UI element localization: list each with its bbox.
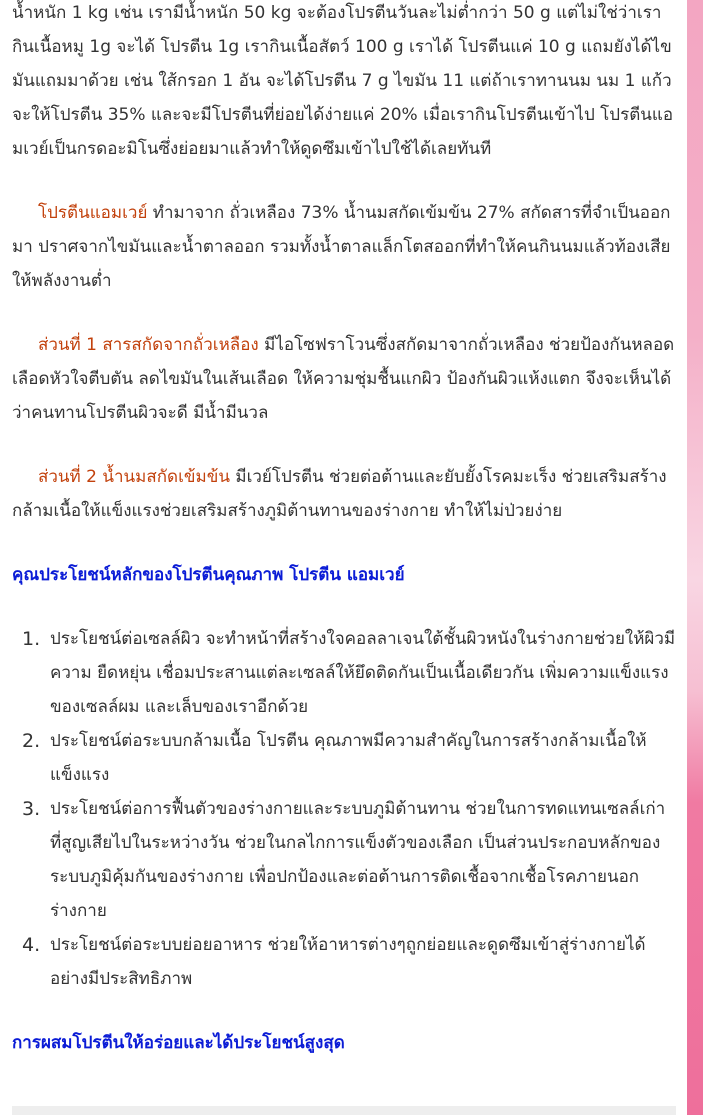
intro-paragraph: น้ำหนัก 1 kg เช่น เรามีน้ำหนัก 50 kg จะต้องโปรตีนวันละไม่ต่ำกว่า 50 g แต่ไม่ใช่ว่าเรากินเนื้อหมู 1g จะได้ โปรตีน 1g เรากินเนื้อสัตว์ 100 g เราได้ โปรตีนแค่ 10 g แถมยังได้ไขมันแถมมาด้วย เช่น ใส้กรอก 1 อัน จะได้โปรตีน 7 g ไขมัน 11 แต่ถ้าเราทานนม นม 1 แก้วจะให้โปรตีน 35% และจะมีโปรตีนที่ย่อยได้ง่ายแค่ 20% เมื่อเรากินโปรตีนเข้าไป โปรตีนแอมเวย์เป็นกรดอะมิโนซึ่งย่อยมาแล้วทำให้ดูดซึมเข้าไปใช้ได้เลยทันที: [12, 3, 674, 159]
part2-keyword: ส่วนที่ 2 น้ำนมสกัดเข้มข้น: [38, 467, 230, 487]
part1-keyword: ส่วนที่ 1 สารสกัดจากถั่วเหลือง: [38, 335, 259, 355]
part1-text: มีไอโซฟราโวนซึ่งสกัดมาจากถั่วเหลือง ช่วยป้องกันหลอดเลือดหัวใจตีบตัน ลดไขมันในเส้นเลือด ให้ความชุ่มชื้นแกผิว ป้องกันผิวแห้งแตก จึงจะเห็นได้ว่าคนทานโปรตีนผิวจะดี มีน้ำมีนวล: [12, 335, 675, 423]
part1-paragraph: [12, 328, 676, 430]
list-item-text: ประโยชน์ต่อการฟื้นตัวของร่างกายและระบบภูมิต้านทาน ช่วยในการทดแทนเซลล์เก่าที่สูญเสียไปในระหว่างวัน ช่วยในกลไกการแข็งตัวของเลือก เป็นส่วนประกอบหลักของระบบภูมิคุ้มกันของร่างกาย เพื่อปกป้องและต่อต้านการติดเชื้อจากเชื้อโรคภายนอกร่างกาย: [50, 799, 666, 921]
next-section-box: [12, 1106, 676, 1115]
side-decoration-bar: [687, 0, 703, 1115]
amway-protein-paragraph: [12, 196, 676, 298]
list-item-number: 3.: [22, 798, 41, 820]
list-item-number: 2.: [22, 730, 41, 752]
amway-protein-text: ทำมาจาก ถั่วเหลือง 73% น้ำนมสกัดเข้มข้น 27% สกัดสารที่จำเป็นออกมา ปราศจากไขมันและน้ำตาลออก รวมทั้งน้ำตาลแล็กโตสออกที่ทำให้คนกินนมแล้วท้องเสีย ให้พลังงานต่ำ: [12, 203, 671, 291]
part2-paragraph: [12, 460, 676, 528]
spacer: [12, 996, 676, 1026]
list-item-text: ประโยชน์ต่อระบบกล้ามเนื้อ โปรตีน คุณภาพมีความสำคัญในการสร้างกล้ามเนื้อให้แข็งแรง: [50, 731, 647, 785]
list-item: [12, 622, 676, 724]
list-item-text: ประโยชน์ต่อระบบย่อยอาหาร ช่วยให้อาหารต่างๆถูกย่อยและดูดซึมเข้าสู่ร่างกายได้อย่างมีประสิทธิภาพ: [50, 935, 646, 989]
list-item-number: 4.: [22, 934, 41, 956]
part2-text: มีเวย์โปรตีน ช่วยต่อต้านและยับยั้งโรคมะเร็ง ช่วยเสริมสร้างกล้ามเนื้อให้แข็งแรงช่วยเสริมสร้างภูมิต้านทานของร่างกาย ทำให้ไม่ป่วยง่าย: [12, 467, 667, 521]
spacer: [12, 528, 676, 558]
list-item: [12, 724, 676, 792]
spacer: [12, 166, 676, 196]
list-item-text: ประโยชน์ต่อเซลล์ผิว จะทำหน้าที่สร้างใจคอลลาเจนใต้ชั้นผิวหนังในร่างกายช่วยให้ผิวมีความ ยืดหยุ่น เชื่อมประสานแต่ละเซลล์ให้ยึดติดกันเป็นเนื้อเดียวกัน เพิ่มความแข็งแรงของเซลล์ผม และเล็บของเราอีกด้วย: [50, 629, 676, 717]
amway-protein-keyword: โปรตีนแอมเวย์: [38, 203, 148, 223]
spacer: [12, 592, 676, 622]
list-item: [12, 792, 676, 928]
spacer: [12, 298, 676, 328]
spacer: [12, 430, 676, 460]
benefits-list: [12, 622, 676, 996]
list-item: [12, 928, 676, 996]
mixing-heading: การผสมโปรตีนให้อร่อยและได้ประโยชน์สูงสุด: [12, 1033, 345, 1053]
article-body: [12, 0, 676, 1060]
benefits-heading: คุณประโยชน์หลักของโปรตีนคุณภาพ โปรตีน แอมเวย์: [12, 565, 405, 585]
list-item-number: 1.: [22, 628, 41, 650]
